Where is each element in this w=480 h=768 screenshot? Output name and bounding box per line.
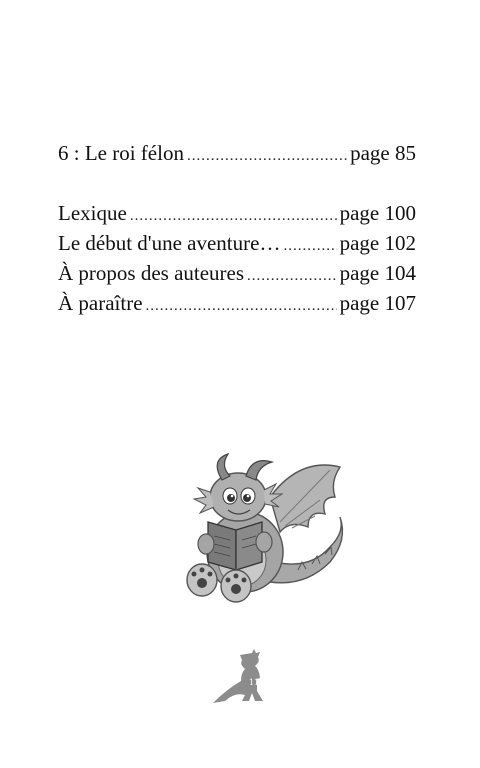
footer-page-emblem: [212, 647, 276, 703]
toc-entry-page: page 102: [339, 231, 416, 255]
toc-entry-page: page 100: [339, 201, 416, 225]
page-number: 11: [248, 678, 260, 687]
toc-entry-lexique[interactable]: [58, 198, 416, 228]
toc-entry-page: page 85: [350, 141, 416, 165]
toc-leader-dots: [247, 261, 337, 291]
knight-silhouette-icon: [212, 647, 276, 703]
toc-entry-a-paraitre[interactable]: [58, 288, 416, 318]
toc-leader-dots: [130, 201, 337, 231]
toc-entry-page: page 107: [339, 291, 416, 315]
toc-entry-page: page 104: [339, 261, 416, 285]
dragon-reading-illustration: [180, 452, 350, 607]
toc-leader-dots: [146, 291, 337, 321]
toc-entry-title: À propos des auteures: [58, 261, 245, 285]
toc-entry-title: 6 : Le roi félon: [58, 141, 184, 165]
toc-entry-a-propos[interactable]: [58, 258, 416, 288]
toc-entry-chapter-6[interactable]: [58, 138, 416, 168]
toc-entry-title: Lexique: [58, 201, 127, 225]
toc-leader-dots: [187, 141, 347, 171]
toc-section-appendix: [58, 198, 416, 318]
toc-entry-debut-aventure[interactable]: [58, 228, 416, 258]
toc-leader-dots: [283, 231, 336, 261]
toc-entry-title: Le début d'une aventure…: [58, 231, 281, 255]
toc-entry-title: À paraître: [58, 291, 143, 315]
toc-section-chapters: [58, 138, 416, 168]
